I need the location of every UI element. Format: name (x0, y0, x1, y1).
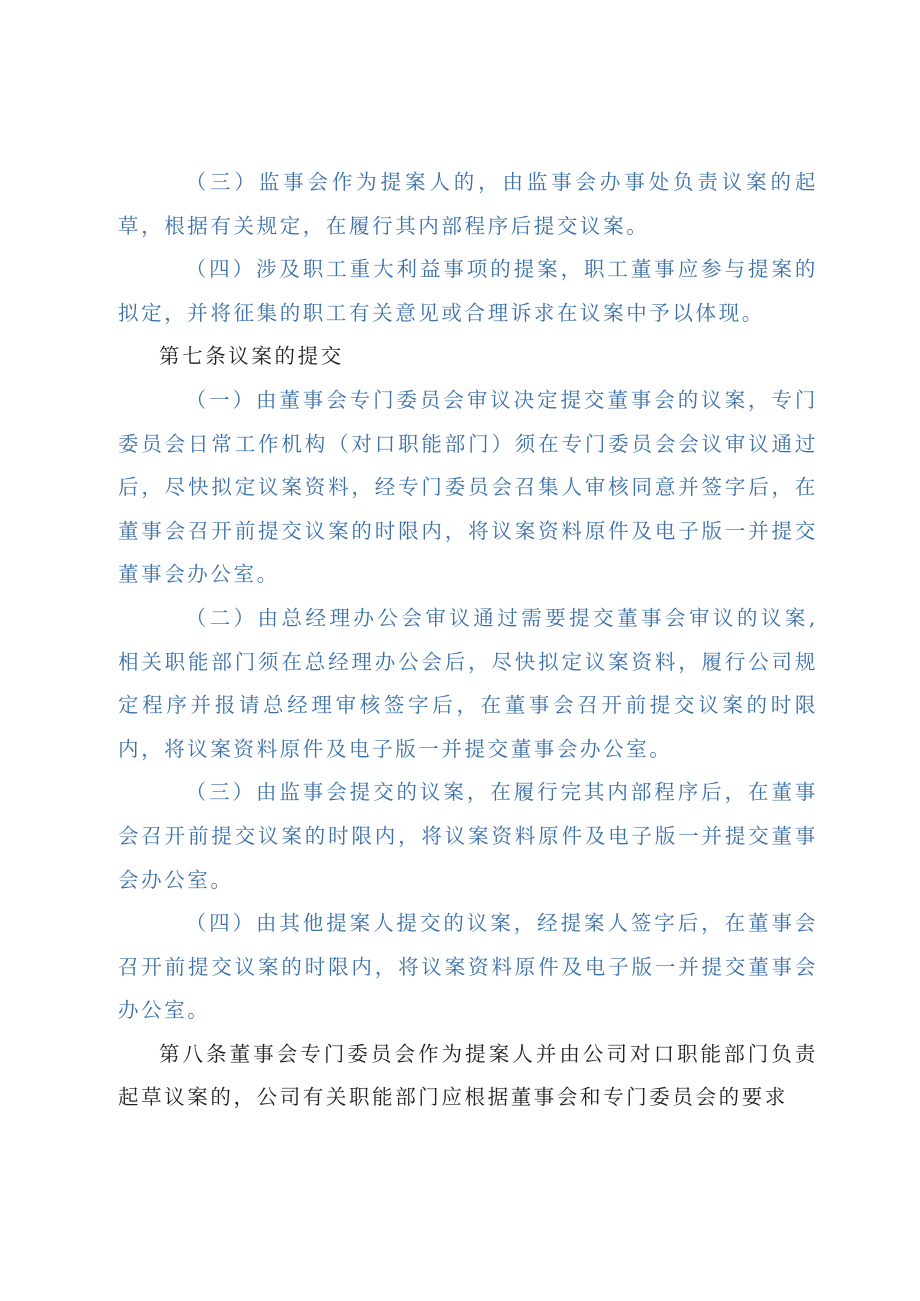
article-7-item-2: （二）由总经理办公会审议通过需要提交董事会审议的议案,相关职能部门须在总经理办公会后，尽快拟定议案资料，履行公司规定程序并报请总经理审核签字后，在董事会召开前提交议案的时限内，将议案资料原件及电子版一并提交董事会办公室。 (118, 605, 818, 761)
document-page (118, 161, 818, 1120)
paragraph-item-4-staff: （四）涉及职工重大利益事项的提案，职工董事应参与提案的拟定，并将征集的职工有关意见或合理诉求在议案中予以体现。 (118, 257, 818, 325)
article-7-heading: 第七条议案的提交 (159, 344, 344, 369)
article-8-paragraph: 第八条董事会专门委员会作为提案人并由公司对口职能部门负责起草议案的，公司有关职能部门应根据董事会和专门委员会的要求 (118, 1041, 818, 1110)
article-7-item-3: （三）由监事会提交的议案，在履行完其内部程序后，在董事会召开前提交议案的时限内，将议案资料原件及电子版一并提交董事会办公室。 (118, 780, 818, 892)
article-7-item-4: （四）由其他提案人提交的议案，经提案人签字后，在董事会召开前提交议案的时限内，将议案资料原件及电子版一并提交董事会办公室。 (118, 911, 818, 1023)
paragraph-item-3-supervisory: （三）监事会作为提案人的，由监事会办事处负责议案的起草，根据有关规定，在履行其内部程序后提交议案。 (118, 170, 818, 238)
article-7-item-1: （一）由董事会专门委员会审议决定提交董事会的议案，专门委员会日常工作机构（对口职能部门）须在专门委员会会议审议通过后，尽快拟定议案资料，经专门委员会召集人审核同意并签字后，在董事会召开前提交议案的时限内，将议案资料原件及电子版一并提交董事会办公室。 (118, 387, 818, 587)
